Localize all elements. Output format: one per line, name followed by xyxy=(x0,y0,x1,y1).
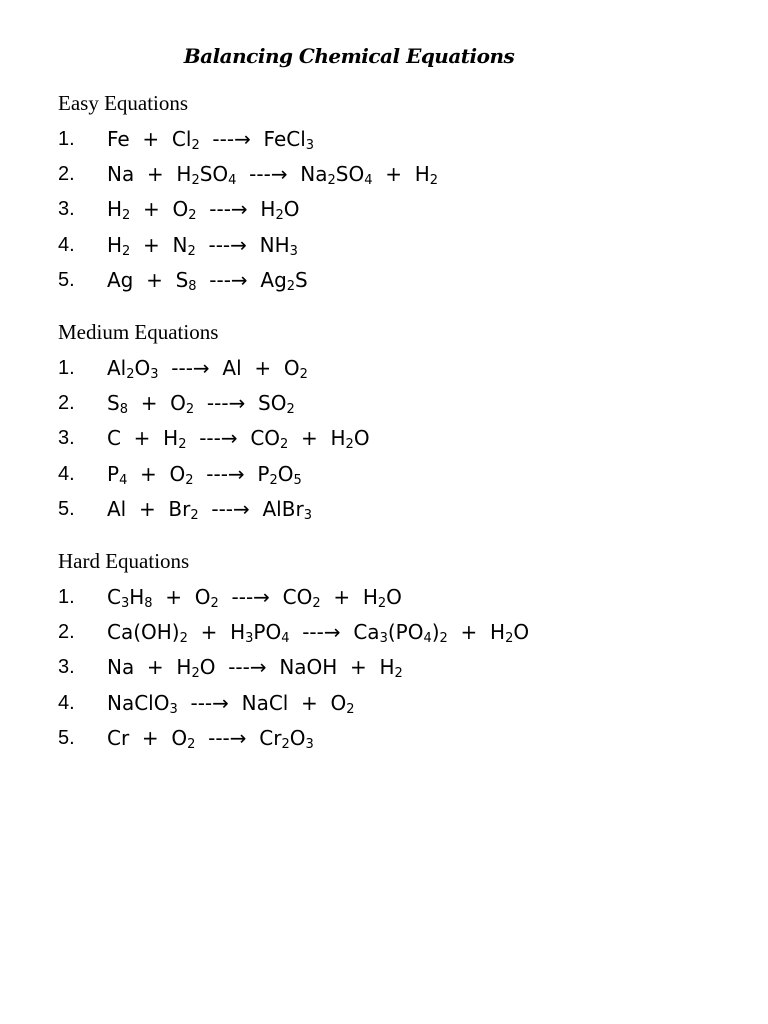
equation-number: 3. xyxy=(58,656,75,679)
equation-item xyxy=(58,585,758,620)
document-title xyxy=(0,44,698,68)
equation-number: 3. xyxy=(58,198,75,221)
equation-formula: $S_8 + O_2$ ---→ $SO_2$ xyxy=(107,391,295,418)
document-title-text: Balancing Chemical Equations xyxy=(183,44,515,68)
equation-item xyxy=(58,726,758,761)
equation-item xyxy=(58,426,758,461)
equation-list xyxy=(58,585,758,761)
equation-item xyxy=(58,162,758,197)
equation-formula: NaClO$_3$ ---→ NaCl + $O_2$ xyxy=(107,690,355,717)
equation-formula: $Fe + Cl_2$ ---→ FeCl$_3$ xyxy=(107,127,315,153)
section-medium-equations xyxy=(58,320,758,532)
equation-number: 5. xyxy=(58,497,75,520)
equation-formula: $P_4 + O_2$ ---→ $P_2O_5$ xyxy=(107,461,302,488)
equation-formula: $Na + H_2SO_4$ ---→ $Na_2SO_4 + H_2$ xyxy=(107,162,439,189)
equation-formula: $H_2 + O_2$ ---→ $H_2O$ xyxy=(107,197,300,224)
equation-formula: $Cr + O_2$ ---→ $Cr_2O_3$ xyxy=(107,725,314,752)
equation-number: 1. xyxy=(58,586,75,608)
equation-list xyxy=(58,127,758,303)
section-hard-equations xyxy=(58,549,758,761)
equation-formula: $Al_2O_3$ ---→ $Al + O_2$ xyxy=(107,356,308,382)
equation-item xyxy=(58,268,758,303)
equation-item xyxy=(58,233,758,268)
equation-number: 2. xyxy=(58,392,75,415)
equation-number: 2. xyxy=(58,621,75,644)
equation-formula: $Al + Br_2$ ---→ AlBr$_3$ xyxy=(107,496,312,523)
equation-number: 3. xyxy=(58,427,75,450)
equation-formula: $H_2 + N_2$ ---→ $NH_3$ xyxy=(107,232,298,259)
section-heading: Medium Equations xyxy=(58,320,219,344)
equation-number: 5. xyxy=(58,726,75,749)
equation-number: 4. xyxy=(58,691,75,714)
equation-formula: $Ag + S_8$ ---→ $Ag_2S$ xyxy=(107,267,308,294)
equation-item xyxy=(58,497,758,532)
equation-item xyxy=(58,620,758,655)
section-easy-equations xyxy=(58,91,758,303)
equation-formula: $Na + H_2O$ ---→ NaOH + $H_2$ xyxy=(107,655,403,682)
equation-list xyxy=(58,356,758,532)
equation-item xyxy=(58,197,758,232)
equation-number: 4. xyxy=(58,462,75,485)
equation-item xyxy=(58,356,758,391)
equation-number: 2. xyxy=(58,163,75,186)
equation-number: 1. xyxy=(58,128,75,150)
section-heading: Hard Equations xyxy=(58,549,190,573)
equation-formula: $C + H_2$ ---→ $CO_2 + H_2O$ xyxy=(107,426,370,453)
section-heading: Easy Equations xyxy=(58,91,189,115)
equation-item xyxy=(58,391,758,426)
equation-formula: $C_3H_8 + O_2$ ---→ $CO_2 + H_2O$ xyxy=(107,585,402,611)
equation-number: 1. xyxy=(58,357,75,379)
equation-number: 4. xyxy=(58,233,75,256)
equation-item xyxy=(58,127,758,162)
equation-item xyxy=(58,691,758,726)
equation-formula: $Ca(OH)_2 + H_3PO_4$ ---→ $Ca_3(PO_4)_2 + H_2O$ xyxy=(107,620,530,647)
equation-number: 5. xyxy=(58,268,75,291)
equation-item xyxy=(58,462,758,497)
equation-item xyxy=(58,655,758,690)
